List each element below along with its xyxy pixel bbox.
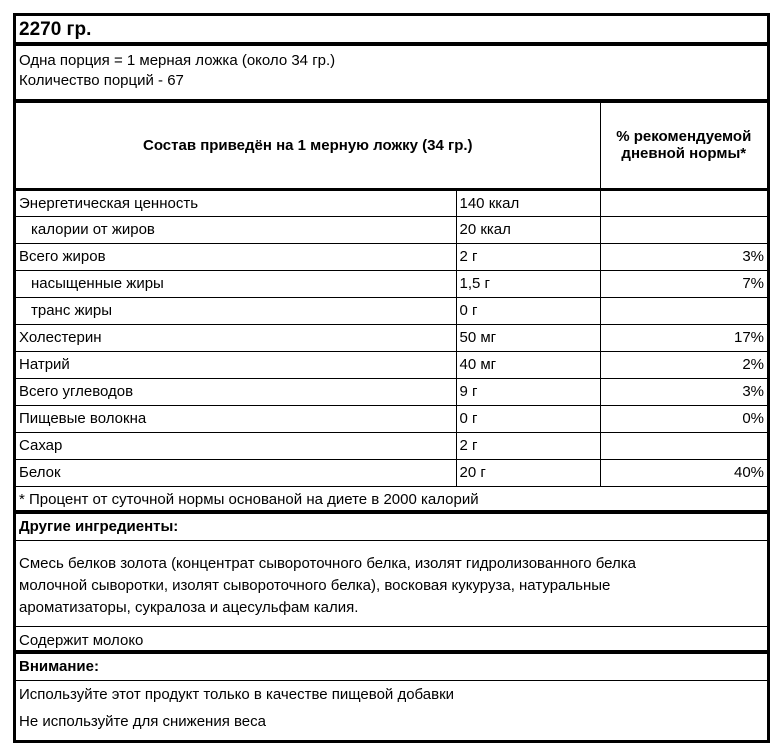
nutrient-amount: 40 мг bbox=[456, 351, 600, 378]
nutrient-amount: 50 мг bbox=[456, 324, 600, 351]
nutrient-dv: 40% bbox=[600, 459, 767, 486]
nutrient-amount: 20 г bbox=[456, 459, 600, 486]
nutrient-dv bbox=[600, 297, 767, 324]
ingredients-line: ароматизаторы, сукралоза и ацесульфам калия. bbox=[19, 598, 359, 616]
nutrient-amount: 0 г bbox=[456, 297, 600, 324]
nutrient-name: Всего жиров bbox=[16, 243, 456, 270]
table-row bbox=[16, 405, 767, 432]
nutrient-name: Белок bbox=[16, 459, 456, 486]
nutrient-name: насыщенные жиры bbox=[16, 270, 456, 297]
table-row bbox=[16, 324, 767, 351]
nutrient-amount: 20 ккал bbox=[456, 216, 600, 243]
serving-info bbox=[16, 46, 767, 103]
nutrient-dv bbox=[600, 216, 767, 243]
nutrient-dv: 2% bbox=[600, 351, 767, 378]
nutrient-name: калории от жиров bbox=[16, 216, 456, 243]
nutrient-name: Всего углеводов bbox=[16, 378, 456, 405]
nutrient-amount: 9 г bbox=[456, 378, 600, 405]
ingredients-line: Смесь белков золота (концентрат сывороточного белка, изолят гидролизованного белка bbox=[19, 554, 637, 572]
warning-line: Используйте этот продукт только в качестве пищевой добавки bbox=[19, 685, 455, 703]
net-weight: 2270 гр. bbox=[16, 16, 767, 46]
table-header-row bbox=[16, 103, 767, 189]
table-row bbox=[16, 378, 767, 405]
contains-allergen: Содержит молоко bbox=[16, 627, 767, 654]
nutrient-amount: 2 г bbox=[456, 243, 600, 270]
table-header-main: Состав приведён на 1 мерную ложку (34 гр.) bbox=[16, 103, 600, 189]
table-row bbox=[16, 270, 767, 297]
nutrient-amount: 140 ккал bbox=[456, 189, 600, 216]
table-row bbox=[16, 189, 767, 216]
nutrient-dv: 7% bbox=[600, 270, 767, 297]
nutrient-dv: 17% bbox=[600, 324, 767, 351]
header-dv-line1: % рекомендуемой bbox=[616, 128, 752, 146]
warning-line: Не используйте для снижения веса bbox=[19, 712, 266, 730]
nutrition-table bbox=[16, 103, 767, 487]
nutrient-amount: 0 г bbox=[456, 405, 600, 432]
table-row bbox=[16, 216, 767, 243]
nutrient-dv: 3% bbox=[600, 243, 767, 270]
table-row bbox=[16, 351, 767, 378]
warning-title: Внимание: bbox=[16, 654, 767, 681]
nutrition-label bbox=[13, 13, 770, 743]
nutrient-dv: 0% bbox=[600, 405, 767, 432]
nutrient-name: Натрий bbox=[16, 351, 456, 378]
nutrient-amount: 1,5 г bbox=[456, 270, 600, 297]
nutrient-name: Холестерин bbox=[16, 324, 456, 351]
other-ingredients-text bbox=[16, 541, 767, 627]
ingredients-line: молочной сыворотки, изолят сывороточного белка), восковая кукуруза, натуральные bbox=[19, 576, 611, 594]
table-row bbox=[16, 243, 767, 270]
nutrient-name: Пищевые волокна bbox=[16, 405, 456, 432]
table-row bbox=[16, 459, 767, 486]
nutrient-name: Энергетическая ценность bbox=[16, 189, 456, 216]
nutrient-dv bbox=[600, 189, 767, 216]
nutrient-dv: 3% bbox=[600, 378, 767, 405]
table-header-dv bbox=[600, 103, 767, 189]
nutrient-name: Сахар bbox=[16, 432, 456, 459]
servings-count: Количество порций - 67 bbox=[19, 72, 184, 89]
nutrient-dv bbox=[600, 432, 767, 459]
table-row bbox=[16, 432, 767, 459]
other-ingredients-title: Другие ингредиенты: bbox=[16, 514, 767, 541]
header-dv-line2: дневной нормы* bbox=[621, 145, 747, 163]
table-row bbox=[16, 297, 767, 324]
nutrient-amount: 2 г bbox=[456, 432, 600, 459]
footnote: * Процент от суточной нормы основаной на диете в 2000 калорий bbox=[16, 487, 767, 514]
serving-size: Одна порция = 1 мерная ложка (около 34 гр.) bbox=[19, 52, 336, 69]
nutrient-name: транс жиры bbox=[16, 297, 456, 324]
